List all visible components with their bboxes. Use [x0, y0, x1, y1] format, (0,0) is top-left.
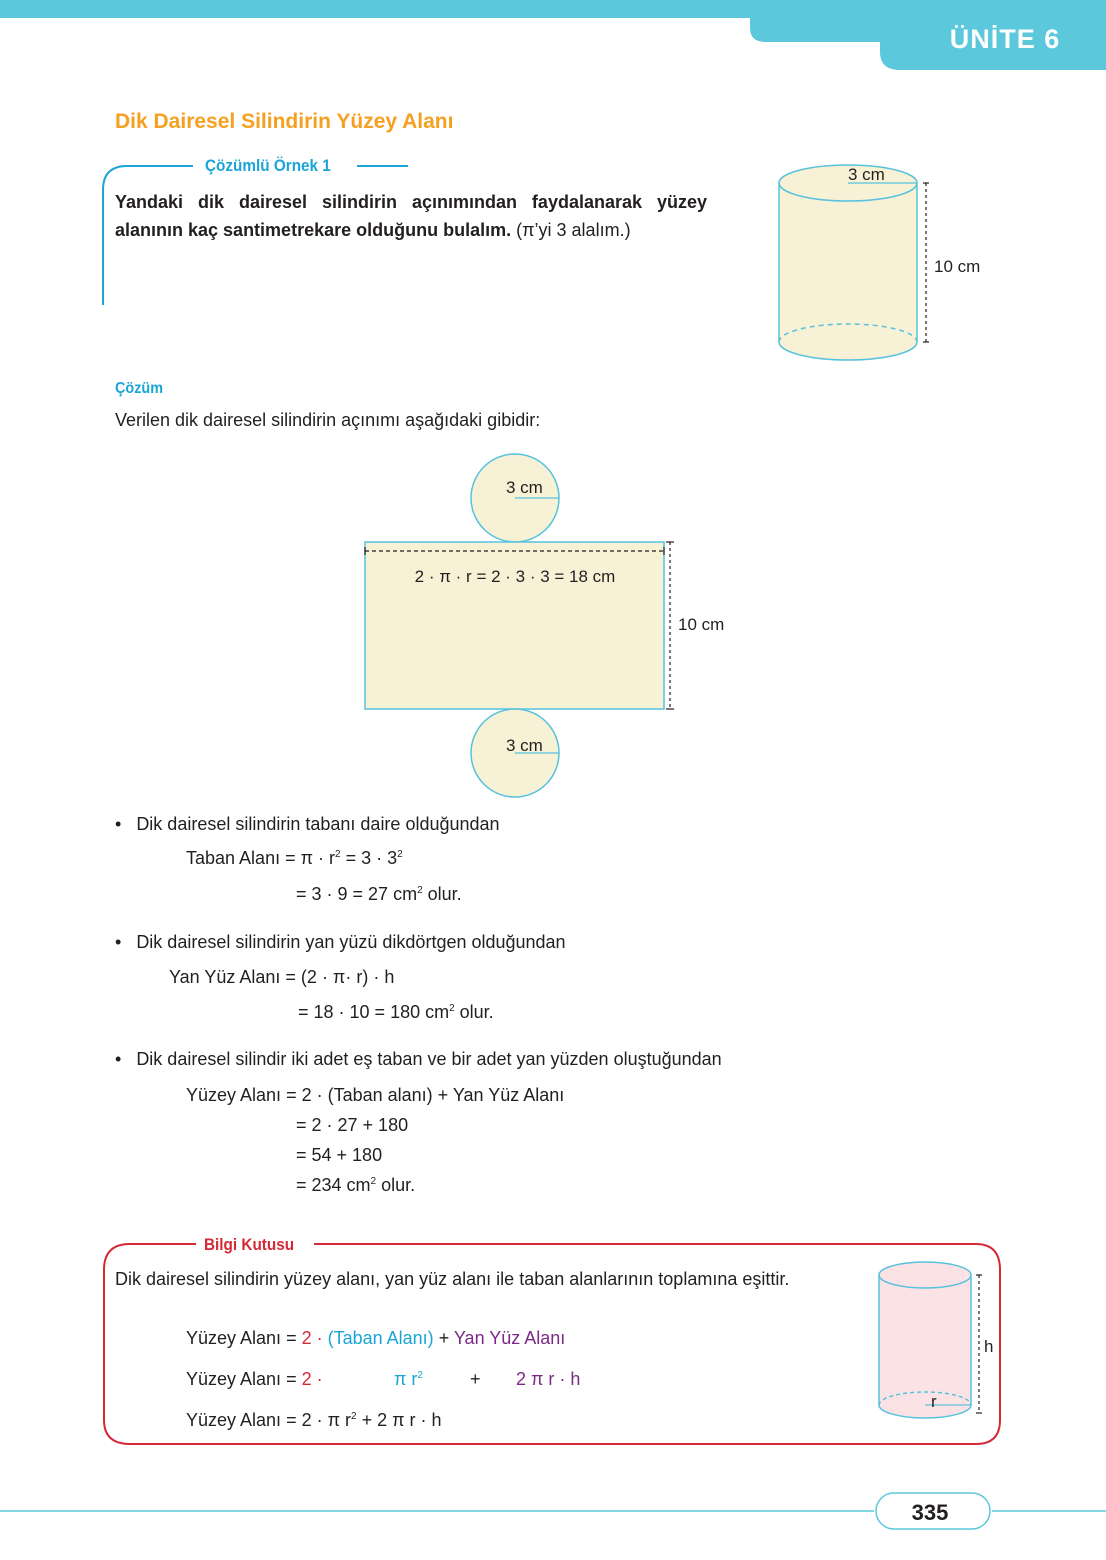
bullet-1: • Dik dairesel silindirin tabanı daire olduğundan [115, 814, 500, 834]
page-number: 335 [911, 1500, 949, 1525]
net-height-label: 10 cm [678, 615, 725, 634]
footer [0, 1485, 1106, 1545]
yan-eq-1: Yan Yüz Alanı = (2 · π· r) · h [169, 967, 395, 987]
info-height-label: h [984, 1337, 994, 1356]
formula-2-left: Yüzey Alanı = 2 · [186, 1369, 323, 1389]
yuzey-eq-4: = 234 $cm^2$ olur. [296, 1175, 416, 1195]
taban-eq-2: = 3 · 9 = 27 $cm^2$ olur. [296, 884, 462, 904]
question-tail: (π’yi 3 alalım.) [516, 220, 631, 240]
formula-1: Yüzey Alanı = 2 · (Taban Alanı) + Yan Yüz Alanı [186, 1328, 566, 1348]
solution-label: Çözüm [115, 380, 163, 397]
net-top-circle-label: 3 cm [506, 478, 543, 497]
example-label: Çözümlü Örnek 1 [205, 156, 331, 175]
info-cylinder [870, 1255, 1000, 1430]
net-bottom-circle-label: 3 cm [506, 736, 543, 755]
example-radius-label: 3 cm [848, 165, 885, 184]
header-bar [0, 0, 1106, 75]
taban-eq-1: Taban Alanı = $\pi \cdot r^2 = 3 \cdot 3^2$ [186, 848, 403, 868]
info-box-text: Dik dairesel silindirin yüzey alanı, yan yüz alanı ile taban alanlarının toplamına eşittir. [115, 1269, 790, 1289]
cylinder-net [355, 448, 745, 808]
unit-label: ÜNİTE 6 [949, 24, 1061, 54]
net-width-label: 2 · π · r = 2 · 3 · 3 = 18 cm [414, 567, 616, 586]
formula-3: Yüzey Alanı = 2 · π $r^2 + 2$ π r · h [186, 1410, 442, 1430]
bullet-3: • Dik dairesel silindir iki adet eş taban ve bir adet yan yüzden oluştuğundan [115, 1049, 722, 1069]
example-question [115, 188, 707, 244]
formula-2-plus: + [470, 1369, 481, 1389]
question-line-1: Yandaki dik dairesel silindirin açınımından faydalanarak yüzey [115, 192, 707, 212]
section-title: Dik Dairesel Silindirin Yüzey Alanı [115, 110, 454, 133]
yan-eq-2: = 18 · 10 = 180 $cm^2$ olur. [298, 1002, 494, 1022]
example-cylinder [770, 155, 1010, 370]
example-height-label: 10 cm [934, 257, 981, 276]
formula-2-base: π $r^2$ [394, 1369, 423, 1389]
solution-intro: Verilen dik dairesel silindirin açınımı aşağıdaki gibidir: [115, 410, 541, 430]
question-line-2: alanının kaç santimetrekare olduğunu bulalım. [115, 220, 512, 240]
yuzey-eq-2: = 2 · 27 + 180 [296, 1115, 409, 1135]
formula-2-side: 2 π r · h [516, 1369, 581, 1389]
bullet-2: • Dik dairesel silindirin yan yüzü dikdörtgen olduğundan [115, 932, 566, 952]
yuzey-eq-1: Yüzey Alanı = 2 · (Taban alanı) + Yan Yüz Alanı [186, 1085, 565, 1105]
info-box-label: Bilgi Kutusu [204, 1235, 295, 1254]
info-radius-label: r [931, 1392, 937, 1411]
yuzey-eq-3: = 54 + 180 [296, 1145, 383, 1165]
